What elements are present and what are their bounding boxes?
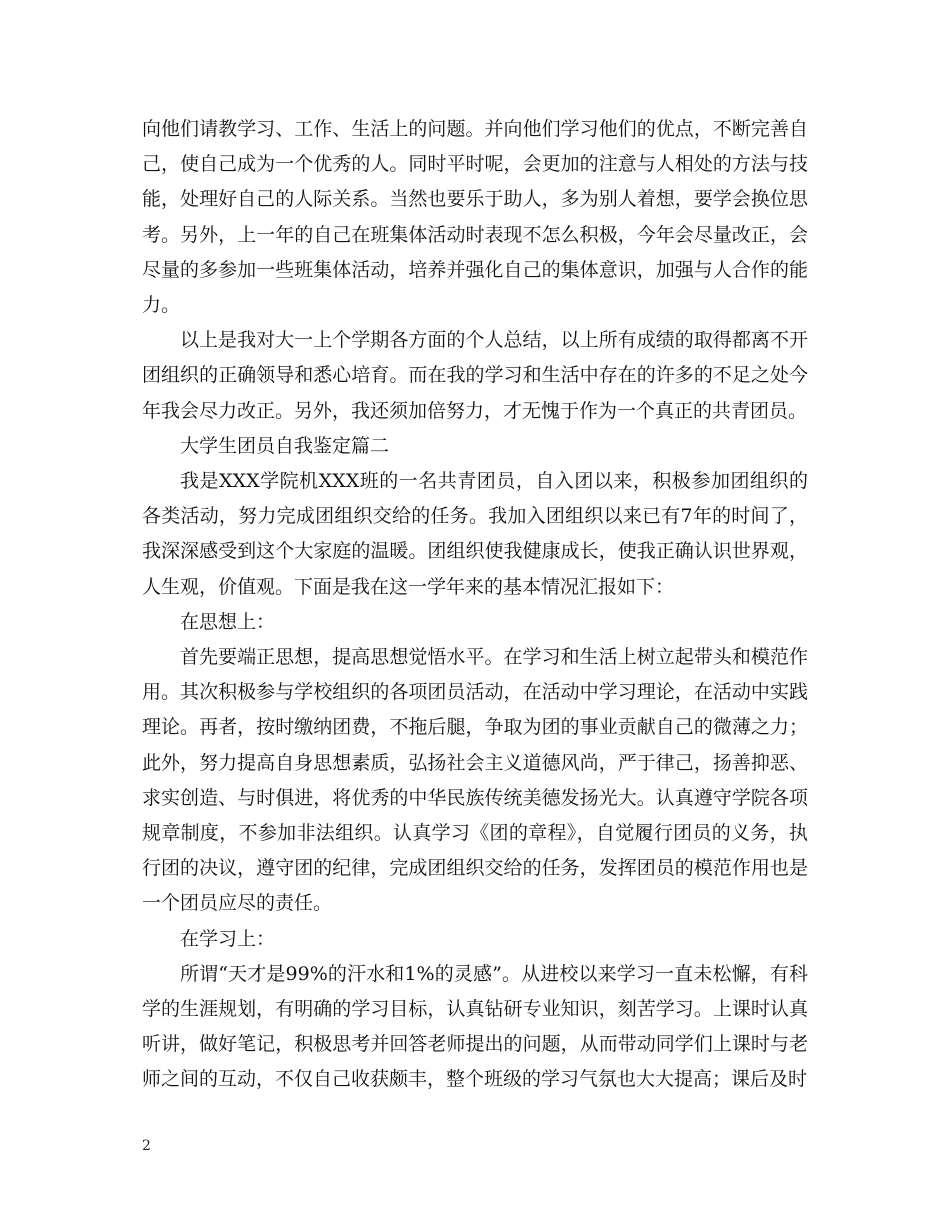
paragraph-study: 所谓“天才是99%的汗水和1%的灵感”。从进校以来学习一直未松懈，有科学的生涯规划，有明确的学习目标，认真钻研专业知识，刻苦学习。上课时认真听讲，做好笔记，积极思考并回答老师提出的问题，从而带动同学们上课时与老师之间的互动，不仅自己收获颇丰，整个班级的学习气氛也大大提高；课后及时	[142, 962, 808, 1091]
paragraph-2: 以上是我对大一上个学期各方面的个人总结，以上所有成绩的取得都离不开团组织的正确领导和悉心培育。而在我的学习和生活中存在的许多的不足之处今年我会尽力改正。另外，我还须加倍努力，才无愧于作为一个真正的共青团员。	[142, 329, 808, 422]
subheading-thought: 在思想上：	[180, 610, 276, 633]
paragraph-intro: 我是XXX学院机XXX班的一名共青团员，自入团以来，积极参加团组织的各类活动，努力完成团组织交给的任务。我加入团组织以来已有7年的时间了，我深深感受到这个大家庭的温暖。团组织使我健康成长，使我正确认识世界观，人生观，价值观。下面是我在这一学年来的基本情况汇报如下：	[142, 470, 808, 598]
page-number: 2	[142, 1138, 151, 1154]
subheading-study: 在学习上：	[180, 927, 276, 950]
paragraph-1: 向他们请教学习、工作、生活上的问题。并向他们学习他们的优点，不断完善自己，使自己成为一个优秀的人。同时平时呢，会更加的注意与人相处的方法与技能，处理好自己的人际关系。当然也要乐于助人，多为别人着想，要学会换位思考。另外，上一年的自己在班集体活动时表现不怎么积极，今年会尽量改正，会尽量的多参加一些班集体活动，培养并强化自己的集体意识，加强与人合作的能力。	[142, 118, 808, 317]
document-body	[142, 112, 808, 1098]
section-heading: 大学生团员自我鉴定篇二	[180, 434, 390, 457]
paragraph-thought: 首先要端正思想，提高思想觉悟水平。在学习和生活上树立起带头和模范作用。其次积极参与学校组织的各项团员活动，在活动中学习理论，在活动中实践理论。再者，按时缴纳团费，不拖后腿，争取为团的事业贡献自己的微薄之力；此外，努力提高自身思想素质，弘扬社会主义道德风尚，严于律己，扬善抑恶、求实创造、与时俱进，将优秀的中华民族传统美德发扬光大。认真遵守学院各项规章制度，不参加非法组织。认真学习《团的章程》，自觉履行团员的义务，执行团的决议，遵守团的纪律，完成团组织交给的任务，发挥团员的模范作用也是一个团员应尽的责任。	[142, 646, 808, 915]
